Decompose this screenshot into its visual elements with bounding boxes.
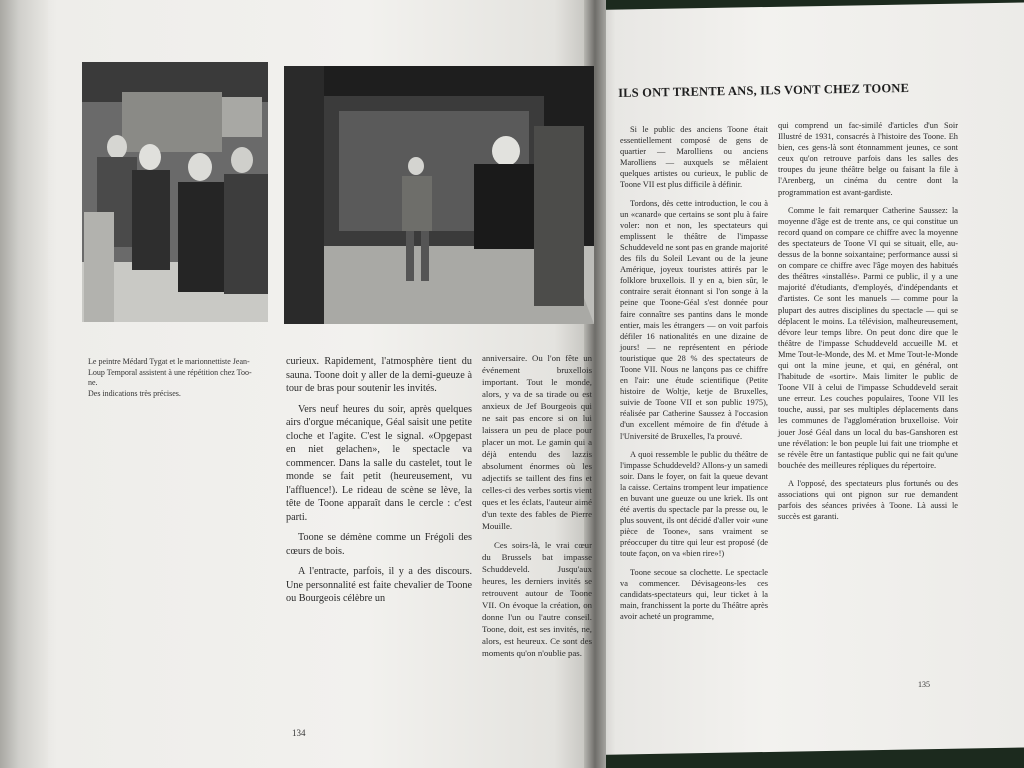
paragraph: Toone secoue sa clochette. Le spectacle va commencer. Dévisageons-les ces candidats-spectateurs qui, leur ticket à la main, franchissent la porte du Théâtre après avoir acheté un programme, [620, 567, 768, 621]
right-column-1 [620, 124, 768, 669]
caption-line: Des indications très précises. [88, 388, 181, 398]
caption-line: ne. [88, 378, 98, 387]
page-number-left: 134 [292, 728, 306, 738]
photo-spectators [82, 62, 268, 322]
paragraph: curieux. Rapidement, l'atmosphère tient du sauna. Toone doit y aller de la demi-gueuze à tour de bras pour soutenir les invités. [286, 356, 472, 394]
left-column-1 [286, 355, 472, 605]
paragraph: A quoi ressemble le public du théâtre de l'impasse Schuddeveld? Allons-y un samedi soir. Dans le foyer, on fait la queue devant la caisse. Certains trompent leur impatience en buvant une gueuze ou une kriek. Ils ont été avertis du spectacle par la presse ou, le plus souvent, ils ont décidé d'aller voir «une pièce de Toone», sans vraiment se préoccuper du titre qui leur est proposé (de toute façon, on va «bien rire»!) [620, 449, 768, 559]
paragraph: Vers neuf heures du soir, après quelques airs d'orgue mécanique, Géal saisit une petite cloche et l'agite. C'est le signal. «Opgepast en niet gelachen», le spectacle va commencer. Dans la salle du castelet, tout le monde se fait petit (heureusement, vu l'affluence!). Le rideau de scène se lève, la tête de Toone apparaît dans le cercle : c'est parti. [286, 403, 472, 523]
book-edge [0, 0, 48, 768]
paragraph: A l'opposé, des spectateurs plus fortunés ou des associations qui ont pignon sur rue demandent parfois des séances privées à Toone. Là aussi le succès est garanti. [778, 478, 958, 522]
left-column-2 [482, 352, 592, 658]
right-column-2 [778, 120, 958, 670]
paragraph: Ces soirs-là, le vrai cœur du Brussels bat impasse Schuddeveld. Jusqu'aux heures, les derniers invités se retrouvent autour de Toone VII. On évoque la création, on donne l'un ou l'autre conseil. Toone, doit, est ses invités, ne, alors, est heureux. Ce sont des moments qu'on n'oublie pas. [482, 540, 592, 658]
paragraph: A l'entracte, parfois, il y a des discours. Une personnalité est faite chevalier de Toone ou Bourgeois célèbre un [286, 566, 472, 604]
paragraph: anniversaire. Ou l'on fête un événement bruxellois important. Tout le monde, alors, y va de sa tirade ou est anxieux de Jef Bourgeois qui ne sait pas encore si on lui laissera un peu de place pour placer un mot. Le gamin qui a déjà entendu des lazzis absolument énormes où les adjectifs se taillent des fins et celles-ci des verbes sortis vient ques et les éclats, l'auteur aimé d'un texte des fables de Pierre Mouille. [482, 353, 592, 531]
photo-caption [88, 357, 274, 399]
paragraph: Tordons, dès cette introduction, le cou à un «canard» que certains se sont plu à faire voler: non et non, les spectateurs qui emplissent le théâtre de l'impasse Schuddeveld ne sont pas en grande majorité des fils du Soleil Levant ou de la jeune Amérique, joyeux touristes attirés par le folklore bruxellois. Il y en a, bien sûr, le contraire serait étonnant si l'on songe à la peine que Toone-Géal s'est donnée pour faire connaître ses pantins dans le monde entier, mais les étrangers — on voit parfois défiler 16 nationalités en une dizaine de jours! — ne représentent en période touristique que 28 % des spectateurs de Toone VII. Nous ne lançons pas ce chiffre en l'air: une étude scientifique (Petite histoire de Woltje, ketje de Bruxelles, suivie de Toone VII et son public 1975), réalisée par Catherine Saussez à l'occasion d'un excellent mémoire de fin d'étude à l'Université de Bruxelles, l'a prouvé. [620, 198, 768, 441]
paragraph: Comme le fait remarquer Catherine Saussez: la moyenne d'âge est de trente ans, ce qui constitue un record quand on compare ce chiffre avec la moyenne des spectateurs de Toone VI qui se situait, elle, au-dessus de la bonne soixantaine; performance aussi si on compare ce chiffre avec l'âge moyen des habitués des théâtres «installés». Parmi ce public, il y a une majorité d'étudiants, d'employés, d'indépendants et d'artistes. Ce sont les manuels — comme pour la plupart des autres disciplines du spectacle — qui se déplacent le moins. La télévision, malheureusement, dévore leur temps libre. On peut donc dire que le théâtre de l'impasse Schuddeveld accueille M. et Mme Tout-le-Monde, des M. et Mme Tout-le-Monde qui ont la mine jeune, et qui, en général, ont l'habitude de «sortir». Mais limiter le public de Toone VII à celui de l'impasse Schuddeveld serait une erreur. Les couches populaires, Toone VII les touche, aussi, par ses multiples déplacements dans les communes de l'agglomération bruxelloise. Voir jouer José Géal dans un local du bas-Ganshoren est une révélation: le bon peuple lui fait une triomphe et se révèle être un fantastique public qui ne fait qu'une bouchée des meilleures répliques du répertoire. [778, 205, 958, 470]
page-number-right: 135 [918, 680, 930, 689]
paragraph: Si le public des anciens Toone était essentiellement composé de gens de quartier — Marolliens ou anciens Marolliens — auxquels se mêlaient quelques artistes ou curieux, le public de Toone VII est plus difficile à définir. [620, 125, 768, 190]
caption-line: Le peintre Médard Tygat et le marionnettiste Jean- [88, 357, 250, 366]
caption-line: Loup Temporal assistent à une répétition chez Too- [88, 367, 252, 377]
section-heading: ILS ONT TRENTE ANS, ILS VONT CHEZ TOONE [618, 80, 910, 100]
photo-stage [284, 66, 594, 324]
paragraph: Toone se démène comme un Frégoli des cœurs de bois. [286, 532, 472, 557]
paragraph: qui comprend un fac-similé d'articles d'un Soir Illustré de 1931, consacrés à l'histoire des Toone. Eh bien, ces gens-là sont étonnamment jeunes, ce sont ceux qu'on retrouve parfois dans les salles des troupes du jeune théâtre belge ou faisant la file à l'Arenberg, un cinéma du centre dont la programmation est avant-gardiste. [778, 121, 958, 197]
